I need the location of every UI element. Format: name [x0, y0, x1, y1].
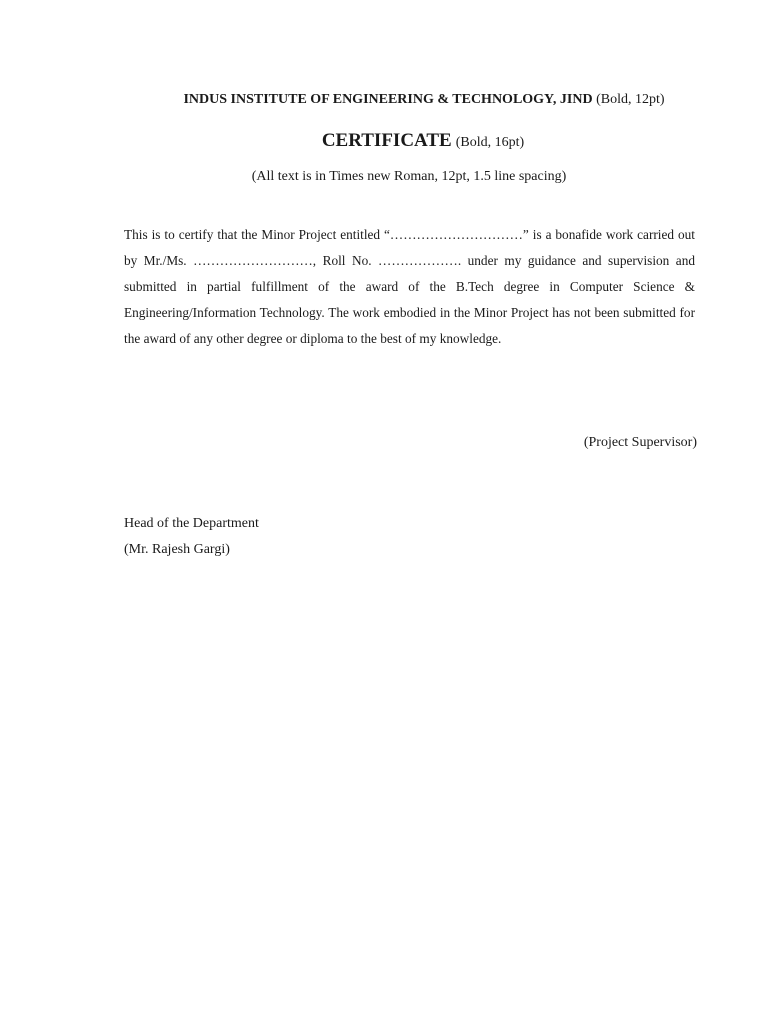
certificate-title: CERTIFICATE	[321, 130, 452, 151]
certificate-heading	[0, 128, 768, 156]
certificate-body-paragraph: This is to certify that the Minor Project entitled “…………………………” is a bonafide work carried out by Mr./Ms. ………………………, Roll No. ………………. under my guidance and supervision and submitted in partial fulfillment of the award of the B.Tech degree in Computer Science & Engineering/Information Technology. The work embodied in the Minor Project has not been submitted for the award of any other degree or diploma to the best of my knowledge.	[124, 227, 695, 346]
institute-heading	[0, 90, 768, 110]
project-supervisor-signature: (Project Supervisor)	[583, 435, 697, 450]
institute-name: INDUS INSTITUTE OF ENGINEERING & TECHNOLOGY, JIND	[183, 92, 593, 107]
hod-title: Head of the Department	[124, 516, 259, 531]
institute-format-note: (Bold, 12pt)	[596, 92, 665, 107]
hod-signature-block	[124, 511, 259, 563]
hod-name: (Mr. Rajesh Gargi)	[124, 542, 230, 557]
formatting-note: (All text is in Times new Roman, 12pt, 1.5 line spacing)	[251, 169, 567, 184]
certificate-format-note: (Bold, 16pt)	[455, 135, 525, 150]
